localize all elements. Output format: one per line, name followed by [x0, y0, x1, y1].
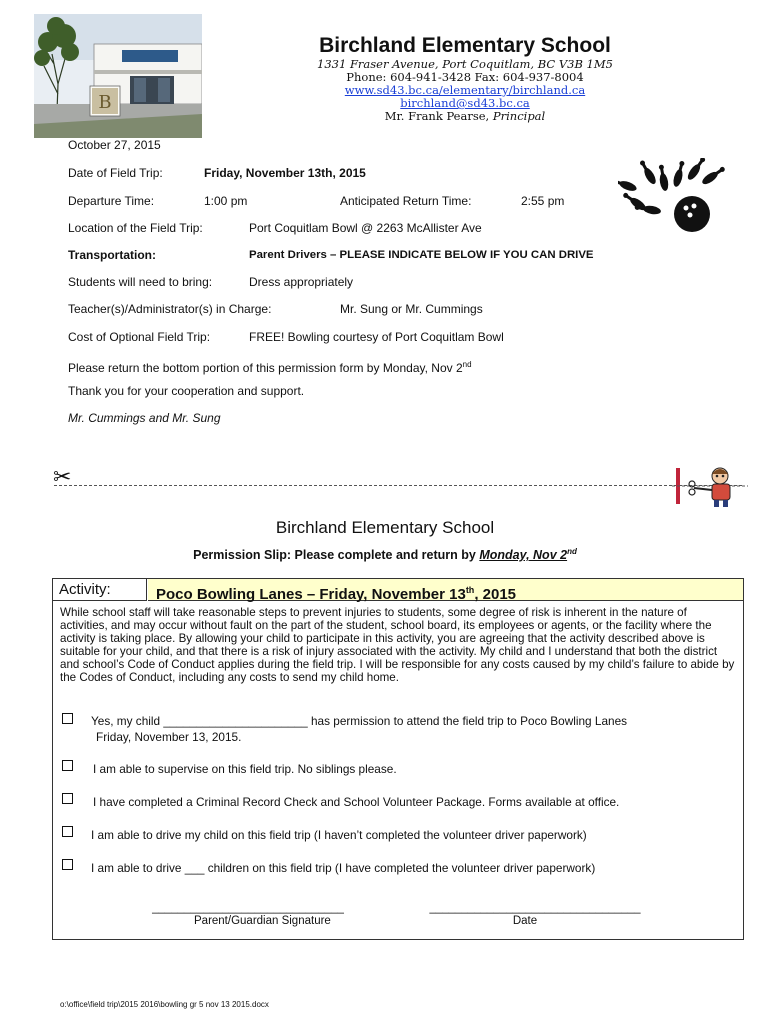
- person-cutting-icon: [672, 464, 748, 508]
- departure-time-value: 1:00 pm: [204, 194, 248, 208]
- bring-label: Students will need to bring:: [68, 275, 213, 289]
- field-trip-date-label: Date of Field Trip:: [68, 166, 163, 180]
- school-address: 1331 Fraser Avenue, Port Coquitlam, BC V3B 1M5: [317, 57, 613, 71]
- transportation-value: Parent Drivers – PLEASE INDICATE BELOW IF YOU CAN DRIVE: [249, 249, 594, 261]
- activity-value: [148, 579, 743, 601]
- cut-line-divider: [54, 485, 742, 486]
- cost-value: FREE! Bowling courtesy of Port Coquitlam Bowl: [249, 330, 504, 344]
- waiver-paragraph: While school staff will take reasonable steps to prevent injuries to students, some degree of risk is inherent in the nature of activities, and may occur without fault on the part of the student, school board, its employees or agents, or the facility where the activity is taking place. By allowing your child to participate in this activity, you are agreeing that the activity described above is suitable for your child, and that there is a risk of injury associated with the activity. My child and I understand that both the district and school’s Code of Conduct applies during the field trip. I will be responsible for any costs caused by my child’s failure to abide by the Codes of Conduct, including any costs to send my child home.: [60, 606, 735, 684]
- in-charge-value: Mr. Sung or Mr. Cummings: [340, 302, 483, 316]
- school-email-link[interactable]: birchland@sd43.bc.ca: [400, 96, 530, 110]
- in-charge-label: Teacher(s)/Administrator(s) in Charge:: [68, 302, 272, 316]
- return-note: [68, 357, 472, 376]
- letter-date: October 27, 2015: [68, 138, 161, 152]
- signature-label: Parent/Guardian Signature: [194, 915, 331, 927]
- slip-subtitle-prefix: Permission Slip: Please complete and return by: [193, 548, 480, 563]
- location-label: Location of the Field Trip:: [68, 221, 203, 235]
- thanks-line: Thank you for your cooperation and support.: [68, 384, 305, 398]
- slip-subtitle-sup: nd: [567, 547, 577, 556]
- departure-label: Departure Time:: [68, 194, 155, 208]
- option-permission-text: Yes, my child ______________________ has permission to attend the field trip to Poco Bowling Lanes: [91, 714, 628, 728]
- bring-value: Dress appropriately: [249, 275, 354, 289]
- transportation-label: Transportation:: [68, 248, 157, 262]
- slip-subtitle: [0, 547, 770, 562]
- return-time-value: 2:55 pm: [521, 194, 565, 208]
- school-title: Birchland Elementary School: [319, 34, 611, 57]
- return-note-text: Please return the bottom portion of this permission form by Monday, Nov 2: [68, 361, 463, 375]
- slip-title: Birchland Elementary School: [275, 518, 495, 537]
- return-note-sup: nd: [462, 360, 472, 369]
- return-time-label: Anticipated Return Time:: [340, 194, 472, 208]
- principal-name: Mr. Frank Pearse,: [384, 109, 493, 123]
- date-label: Date: [512, 915, 538, 927]
- location-value: Port Coquitlam Bowl @ 2263 McAllister Ave: [249, 221, 482, 235]
- option-drive-children-text: I am able to drive ___ children on this field trip (I have completed the volunteer driver paperwork): [91, 861, 596, 875]
- activity-value-text: Poco Bowling Lanes – Friday, November 13: [156, 586, 466, 603]
- drive-own-child-checkbox[interactable]: [62, 826, 73, 837]
- activity-value-suffix: , 2015: [474, 586, 517, 603]
- signoff-line: Mr. Cummings and Mr. Sung: [68, 411, 221, 425]
- option-drive-own-child-text: I am able to drive my child on this field trip (I haven’t completed the volunteer driver paperwork): [91, 828, 587, 842]
- cost-label: Cost of Optional Field Trip:: [68, 330, 211, 344]
- option-criminal-check-text: I have completed a Criminal Record Check and School Volunteer Package. Forms available at office.: [93, 795, 620, 809]
- option-permission-date: Friday, November 13, 2015.: [96, 730, 242, 744]
- school-website-link[interactable]: www.sd43.bc.ca/elementary/birchland.ca: [344, 83, 586, 97]
- activity-value-sup: th: [465, 585, 475, 595]
- field-trip-date-value: Friday, November 13th, 2015: [204, 166, 366, 180]
- photo-sign-letter: B: [98, 92, 112, 113]
- supervise-checkbox[interactable]: [62, 760, 73, 771]
- school-photo: [34, 14, 202, 138]
- file-path-footer: o:\office\field trip\2015 2016\bowling gr 5 nov 13 2015.docx: [60, 1000, 269, 1009]
- principal-title: Principal: [492, 109, 546, 123]
- school-phone-fax: Phone: 604-941-3428 Fax: 604-937-8004: [346, 70, 584, 84]
- option-supervise-text: I am able to supervise on this field trip. No siblings please.: [93, 762, 397, 776]
- scissors-icon: ✂: [53, 464, 72, 489]
- drive-children-checkbox[interactable]: [62, 859, 73, 870]
- date-field[interactable]: _________________________________: [429, 902, 641, 914]
- bowling-pins-icon: [618, 158, 734, 236]
- slip-subtitle-date: Monday, Nov 2: [479, 548, 568, 563]
- signature-field[interactable]: ______________________________: [152, 902, 344, 914]
- activity-label: Activity:: [53, 579, 147, 601]
- principal-line: [200, 109, 730, 123]
- criminal-check-checkbox[interactable]: [62, 793, 73, 804]
- permission-checkbox[interactable]: [62, 713, 73, 724]
